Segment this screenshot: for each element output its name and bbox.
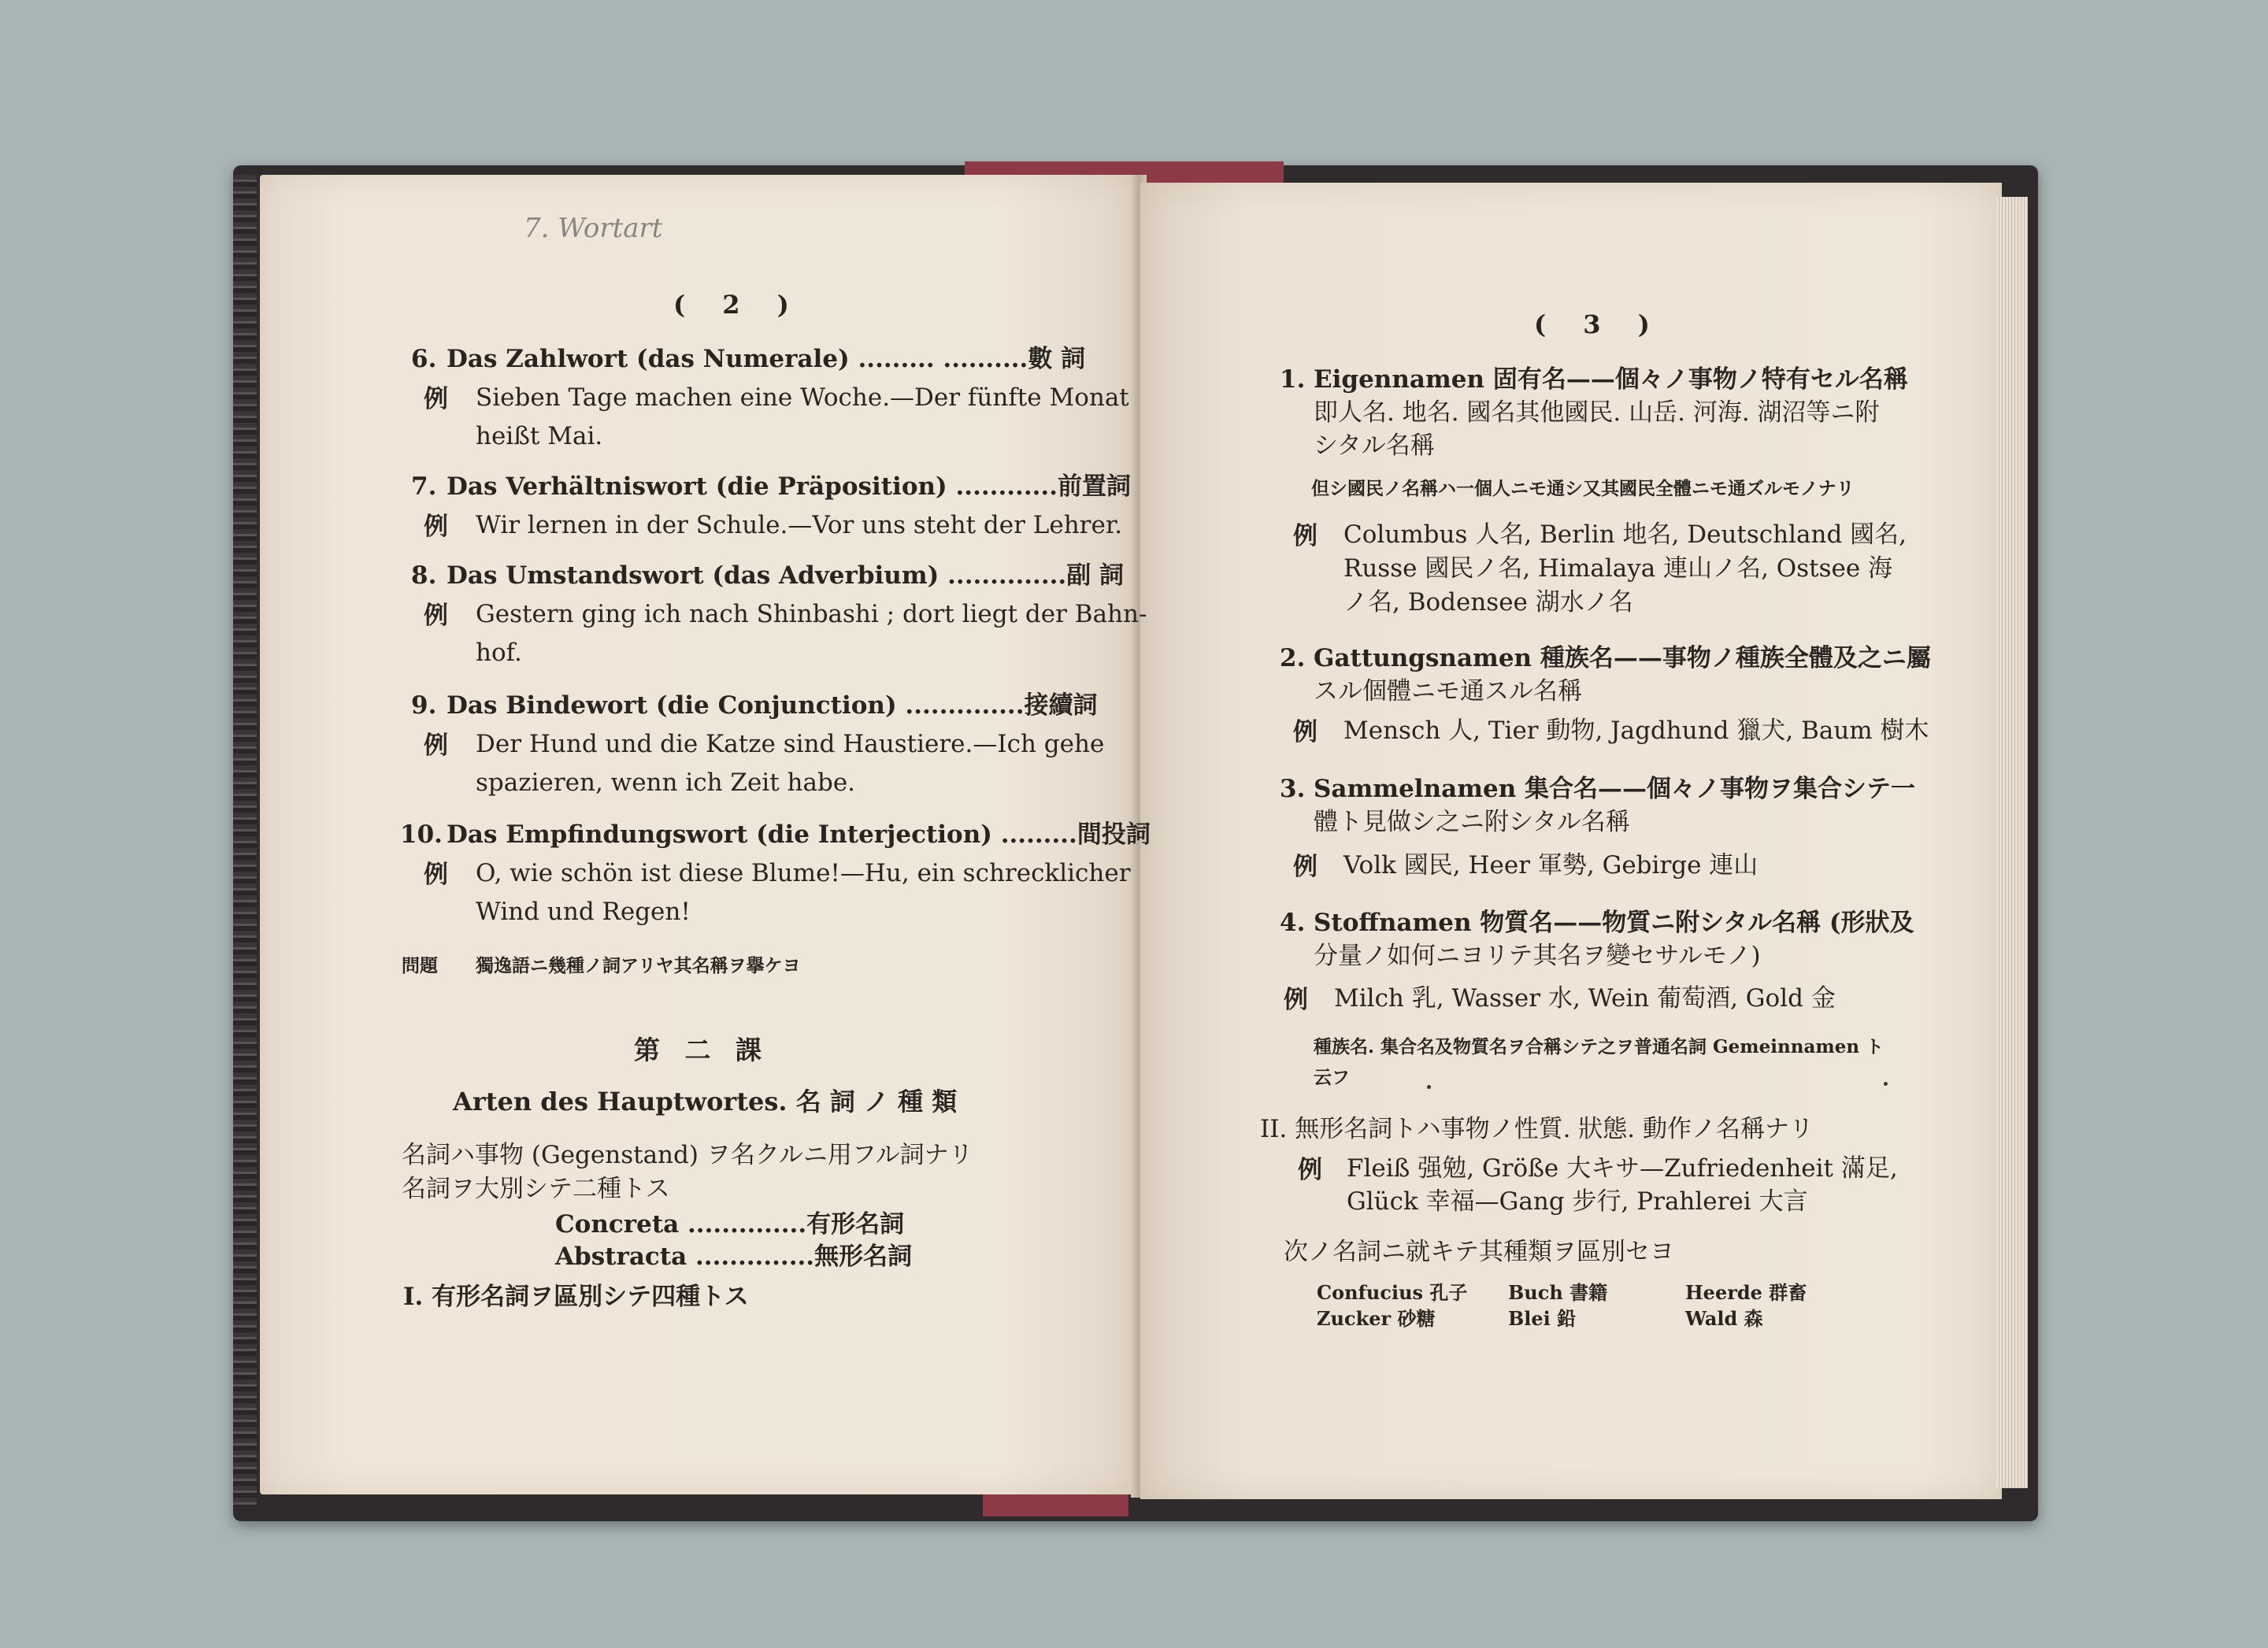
marbled-cover-edge xyxy=(233,175,257,1505)
r-item-1-line-3: シタル名稱 xyxy=(1314,431,1435,460)
r-item-1-example-line-2: Russe 國民ノ名, Himalaya 連山ノ名, Ostsee 海 xyxy=(1343,554,1893,583)
page-number-left: ( 2 ) xyxy=(673,290,803,320)
section-ii-heading: II. 無形名詞トハ事物ノ性質. 狀態. 動作ノ名稱ナリ xyxy=(1260,1115,1814,1143)
item-10-example-label: 例 xyxy=(424,861,448,889)
item-10-heading: Das Empfindungswort (die Interjection) .........間投詞 xyxy=(447,820,1151,849)
r-item-3-line-1: Sammelnamen 集合名——個々ノ事物ヲ集合シテ一 xyxy=(1314,775,1916,803)
page-number-right: ( 3 ) xyxy=(1534,309,1664,339)
r-item-1-number: 1. xyxy=(1280,365,1306,394)
lesson-title: 第 二 課 xyxy=(634,1035,769,1065)
item-6-heading: Das Zahlwort (das Numerale) ......... ..........數 詞 xyxy=(447,345,1086,373)
decorative-dot xyxy=(1427,1085,1431,1089)
r-item-4-line-2: 分量ノ如何ニヨリテ其名ヲ變セサルモノ) xyxy=(1314,942,1761,970)
r-item-1-line-2: 即人名. 地名. 國名其他國民. 山岳. 河海. 湖沼等ニ附 xyxy=(1314,398,1880,427)
r-item-1-line-1: Eigennamen 固有名——個々ノ事物ノ特有セル名稱 xyxy=(1314,365,1908,394)
r-item-4-example-label: 例 xyxy=(1284,986,1308,1014)
item-10-example-line-1: O, wie schön ist diese Blume!—Hu, ein schrecklicher xyxy=(476,859,1131,887)
r-item-1-example-line-3: ノ名, Bodensee 湖水ノ名 xyxy=(1343,588,1633,617)
item-8-example-line-1: Gestern ging ich nach Shinbashi ; dort liegt der Bahn- xyxy=(476,600,1147,628)
intro-line-1: 名詞ハ事物 (Gegenstand) ヲ名クルニ用フル詞ナリ xyxy=(402,1141,973,1169)
exercise-word: Wald 森 xyxy=(1685,1307,1763,1330)
r-item-3-number: 3. xyxy=(1280,775,1306,803)
item-9-heading: Das Bindewort (die Conjunction) ..............接續詞 xyxy=(447,691,1098,720)
abstracta-line: Abstracta ..............無形名詞 xyxy=(555,1242,913,1271)
exercise-word: Zucker 砂糖 xyxy=(1317,1307,1436,1330)
pencil-annotation: 7. Wortart xyxy=(524,213,663,244)
spine-ribbon-bottom xyxy=(983,1494,1128,1517)
exercise-word: Confucius 孔子 xyxy=(1317,1281,1468,1304)
decorative-dot xyxy=(1884,1082,1888,1086)
intro-line-2: 名詞ヲ大別シテ二種トス xyxy=(402,1175,670,1203)
section-ii-example-line-1: Fleiß 强勉, Größe 大キサ—Zufriedenheit 滿足, xyxy=(1347,1154,1898,1183)
exercise-word: Heerde 群畜 xyxy=(1685,1281,1807,1304)
r-item-1-note: 但シ國民ノ名稱ハ一個人ニモ通シ又其國民全體ニモ通ズルモノナリ xyxy=(1311,478,1855,499)
item-6-example-line-1: Sieben Tage machen eine Woche.—Der fünfte Monat xyxy=(476,383,1129,412)
item-8-heading: Das Umstandswort (das Adverbium) ..............副 詞 xyxy=(447,561,1124,590)
r-item-4-number: 4. xyxy=(1280,909,1306,937)
r-item-4-example-line-1: Milch 乳, Wasser 水, Wein 葡萄酒, Gold 金 xyxy=(1334,984,1836,1013)
r-item-2-line-2: スル個體ニモ通スル名稱 xyxy=(1314,677,1582,705)
item-6-number: 6. xyxy=(411,345,437,373)
item-8-number: 8. xyxy=(411,561,437,590)
item-10-example-line-2: Wind und Regen! xyxy=(476,898,691,926)
r-item-2-number: 2. xyxy=(1280,644,1306,672)
section-ii-example-label: 例 xyxy=(1298,1156,1322,1184)
question-label: 問題 xyxy=(402,955,438,976)
exercise-word: Blei 鉛 xyxy=(1508,1307,1577,1330)
concreta-line: Concreta ..............有形名詞 xyxy=(555,1210,905,1239)
item-7-example-label: 例 xyxy=(424,513,448,541)
item-9-example-label: 例 xyxy=(424,731,448,760)
section-ii-example-line-2: Glück 幸福—Gang 步行, Prahlerei 大言 xyxy=(1347,1187,1808,1216)
item-7-example-line-1: Wir lernen in der Schule.—Vor uns steht der Lehrer. xyxy=(476,511,1123,539)
item-6-example-line-2: heißt Mai. xyxy=(476,422,603,450)
r-item-3-line-2: 體ト見做シ之ニ附シタル名稱 xyxy=(1314,808,1630,836)
item-9-number: 9. xyxy=(411,691,437,720)
r-item-3-example-line-1: Volk 國民, Heer 軍勢, Gebirge 連山 xyxy=(1343,851,1758,880)
item-9-example-line-2: spazieren, wenn ich Zeit habe. xyxy=(476,768,856,797)
item-8-example-line-2: hof. xyxy=(476,639,522,667)
r-item-4-line-1: Stoffnamen 物質名——物質ニ附シタル名稱 (形狀及 xyxy=(1314,909,1914,937)
r-item-1-example-label: 例 xyxy=(1293,522,1317,550)
question-text: 獨逸語ニ幾種ノ詞アリヤ其名稱ヲ擧ケヨ xyxy=(476,955,801,976)
item-8-example-label: 例 xyxy=(424,602,448,630)
item-7-number: 7. xyxy=(411,472,437,501)
lesson-subtitle: Arten des Hauptwortes. 名 詞 ノ 種 類 xyxy=(453,1087,958,1117)
item-7-heading: Das Verhältniswort (die Präposition) ............前置詞 xyxy=(447,472,1131,501)
section-i-heading: I. 有形名詞ヲ區別シテ四種トス xyxy=(403,1283,749,1311)
exercise-word: Buch 書籍 xyxy=(1508,1281,1608,1304)
page-edges xyxy=(1996,197,2028,1488)
r-item-3-example-label: 例 xyxy=(1293,853,1317,881)
r-item-2-example-label: 例 xyxy=(1293,718,1317,746)
r-item-2-example-line-1: Mensch 人, Tier 動物, Jagdhund 獵犬, Baum 樹木 xyxy=(1343,717,1929,745)
common-noun-note-line-1: 種族名. 集合名及物質名ヲ合稱シテ之ヲ普通名詞 Gemeinnamen ト xyxy=(1314,1036,1884,1057)
item-10-number: 10. xyxy=(400,820,443,849)
item-6-example-label: 例 xyxy=(424,385,448,413)
r-item-1-example-line-1: Columbus 人名, Berlin 地名, Deutschland 國名, xyxy=(1343,520,1907,549)
common-noun-note-line-2: 云フ xyxy=(1314,1067,1350,1088)
r-item-2-line-1: Gattungsnamen 種族名——事物ノ種族全體及之ニ屬 xyxy=(1314,644,1931,672)
exercise-instruction: 次ノ名詞ニ就キテ其種類ヲ區別セヨ xyxy=(1284,1238,1674,1266)
item-9-example-line-1: Der Hund und die Katze sind Haustiere.—Ich gehe xyxy=(476,730,1105,758)
